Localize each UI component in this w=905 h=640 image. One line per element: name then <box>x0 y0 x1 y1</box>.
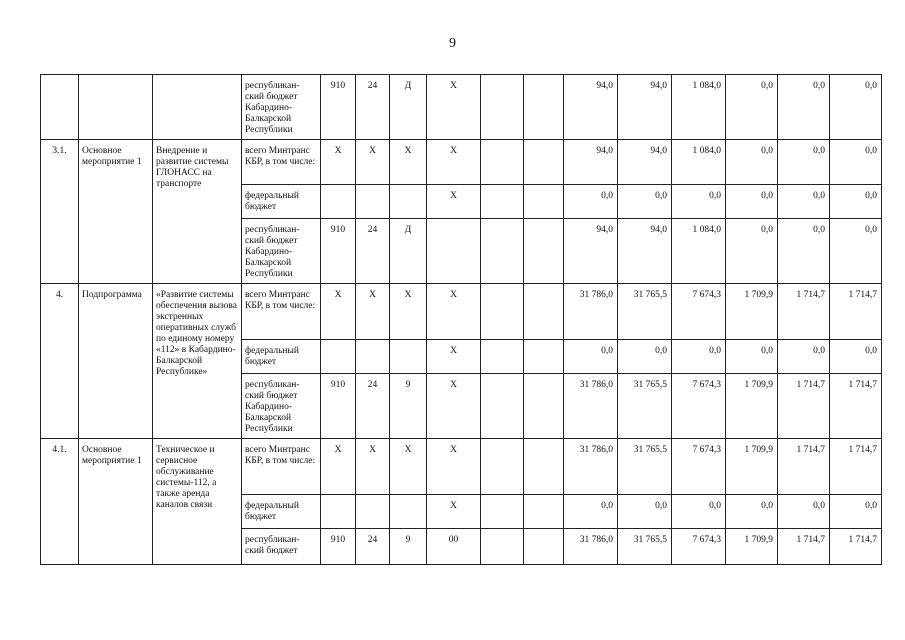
cell-value-4: 1 709,9 <box>726 439 778 495</box>
cell-value-6: 1 714,7 <box>830 284 882 340</box>
cell-extra <box>524 140 564 185</box>
cell-number <box>41 75 79 140</box>
cell-pr: 9 <box>390 529 427 565</box>
cell-grbs <box>321 185 356 219</box>
cell-value-3: 0,0 <box>672 495 726 529</box>
cell-funding-source: федеральный бюджет <box>242 185 321 219</box>
cell-value-4: 0,0 <box>726 185 778 219</box>
cell-extra <box>524 75 564 140</box>
cell-value-4: 0,0 <box>726 140 778 185</box>
table-row <box>41 140 882 185</box>
cell-pr: Д <box>390 75 427 140</box>
cell-number: 3.1. <box>41 140 79 284</box>
table-row <box>41 284 882 340</box>
cell-value-1: 31 786,0 <box>564 374 618 439</box>
cell-status: Подпрограмма <box>79 284 153 439</box>
cell-value-2: 31 765,5 <box>618 529 672 565</box>
cell-extra <box>524 284 564 340</box>
cell-value-4: 0,0 <box>726 340 778 374</box>
cell-pr: 9 <box>390 374 427 439</box>
cell-extra <box>524 529 564 565</box>
cell-csr: Х <box>427 75 481 140</box>
cell-value-3: 1 084,0 <box>672 75 726 140</box>
cell-funding-source: федеральный бюджет <box>242 340 321 374</box>
cell-csr: Х <box>427 185 481 219</box>
table-row <box>41 439 882 495</box>
cell-value-3: 0,0 <box>672 185 726 219</box>
cell-value-6: 0,0 <box>830 495 882 529</box>
cell-csr: Х <box>427 439 481 495</box>
cell-value-1: 94,0 <box>564 75 618 140</box>
cell-pr: Х <box>390 284 427 340</box>
cell-value-2: 31 765,5 <box>618 284 672 340</box>
cell-value-4: 0,0 <box>726 75 778 140</box>
cell-vr <box>481 185 524 219</box>
cell-value-6: 0,0 <box>830 185 882 219</box>
cell-value-2: 31 765,5 <box>618 374 672 439</box>
cell-rz <box>356 340 390 374</box>
cell-extra <box>524 219 564 284</box>
cell-value-2: 94,0 <box>618 140 672 185</box>
cell-value-3: 1 084,0 <box>672 140 726 185</box>
cell-title: «Развитие системы обеспечения вызова экстренных оперативных служб по единому номеру «112» в Кабардино-Балкарской Республике» <box>153 284 242 439</box>
cell-value-4: 1 709,9 <box>726 374 778 439</box>
cell-rz: Х <box>356 439 390 495</box>
cell-value-6: 0,0 <box>830 140 882 185</box>
table-body <box>41 75 882 565</box>
cell-vr <box>481 140 524 185</box>
cell-value-4: 1 709,9 <box>726 529 778 565</box>
cell-extra <box>524 340 564 374</box>
page-number: 9 <box>449 36 456 51</box>
cell-value-4: 0,0 <box>726 495 778 529</box>
cell-value-6: 1 714,7 <box>830 374 882 439</box>
cell-rz <box>356 185 390 219</box>
cell-csr: Х <box>427 284 481 340</box>
cell-value-1: 0,0 <box>564 185 618 219</box>
cell-value-1: 0,0 <box>564 495 618 529</box>
cell-vr <box>481 439 524 495</box>
cell-extra <box>524 495 564 529</box>
cell-value-1: 31 786,0 <box>564 439 618 495</box>
cell-title: Техническое и сервисное обслуживание системы-112, а также аренда каналов связи <box>153 439 242 565</box>
cell-vr <box>481 340 524 374</box>
cell-rz <box>356 495 390 529</box>
cell-value-5: 0,0 <box>778 75 830 140</box>
cell-value-3: 7 674,3 <box>672 284 726 340</box>
cell-value-3: 7 674,3 <box>672 374 726 439</box>
cell-value-1: 31 786,0 <box>564 284 618 340</box>
cell-csr: Х <box>427 140 481 185</box>
cell-funding-source: республикан-ский бюджет Кабардино-Балкарской Республики <box>242 219 321 284</box>
cell-title <box>153 75 242 140</box>
cell-extra <box>524 439 564 495</box>
cell-status: Основное мероприятие 1 <box>79 140 153 284</box>
cell-funding-source: всего Минтранс КБР, в том числе: <box>242 284 321 340</box>
cell-value-2: 0,0 <box>618 495 672 529</box>
cell-funding-source: республикан-ский бюджет Кабардино-Балкарской Республики <box>242 75 321 140</box>
cell-grbs: 910 <box>321 219 356 284</box>
cell-value-5: 1 714,7 <box>778 374 830 439</box>
cell-grbs: 910 <box>321 75 356 140</box>
cell-value-3: 7 674,3 <box>672 529 726 565</box>
cell-rz: 24 <box>356 75 390 140</box>
cell-vr <box>481 374 524 439</box>
cell-value-1: 0,0 <box>564 340 618 374</box>
cell-value-1: 31 786,0 <box>564 529 618 565</box>
cell-vr <box>481 219 524 284</box>
cell-value-1: 94,0 <box>564 140 618 185</box>
cell-csr: Х <box>427 340 481 374</box>
cell-number: 4. <box>41 284 79 439</box>
cell-grbs: Х <box>321 439 356 495</box>
cell-funding-source: республикан-ский бюджет <box>242 529 321 565</box>
cell-value-3: 0,0 <box>672 340 726 374</box>
cell-value-1: 94,0 <box>564 219 618 284</box>
cell-grbs: 910 <box>321 374 356 439</box>
cell-rz: 24 <box>356 374 390 439</box>
cell-grbs: Х <box>321 284 356 340</box>
cell-value-5: 0,0 <box>778 495 830 529</box>
cell-vr <box>481 529 524 565</box>
cell-grbs <box>321 340 356 374</box>
cell-value-5: 1 714,7 <box>778 529 830 565</box>
cell-value-2: 0,0 <box>618 185 672 219</box>
cell-pr: Д <box>390 219 427 284</box>
cell-pr: Х <box>390 439 427 495</box>
cell-value-3: 7 674,3 <box>672 439 726 495</box>
table-row <box>41 75 882 140</box>
cell-value-6: 1 714,7 <box>830 439 882 495</box>
cell-value-6: 0,0 <box>830 340 882 374</box>
cell-value-5: 0,0 <box>778 340 830 374</box>
cell-vr <box>481 284 524 340</box>
cell-csr: Х <box>427 495 481 529</box>
cell-grbs: Х <box>321 140 356 185</box>
cell-value-4: 1 709,9 <box>726 284 778 340</box>
cell-value-3: 1 084,0 <box>672 219 726 284</box>
cell-extra <box>524 374 564 439</box>
cell-pr <box>390 495 427 529</box>
cell-value-5: 1 714,7 <box>778 439 830 495</box>
cell-csr: Х <box>427 374 481 439</box>
cell-status <box>79 75 153 140</box>
cell-number: 4.1. <box>41 439 79 565</box>
cell-rz: 24 <box>356 529 390 565</box>
cell-funding-source: всего Минтранс КБР, в том числе: <box>242 439 321 495</box>
cell-rz: 24 <box>356 219 390 284</box>
cell-title: Внедрение и развитие системы ГЛОНАСС на транспорте <box>153 140 242 284</box>
cell-rz: Х <box>356 284 390 340</box>
cell-funding-source: всего Минтранс КБР, в том числе: <box>242 140 321 185</box>
cell-value-4: 0,0 <box>726 219 778 284</box>
cell-grbs <box>321 495 356 529</box>
cell-value-5: 0,0 <box>778 185 830 219</box>
cell-csr: 00 <box>427 529 481 565</box>
cell-extra <box>524 185 564 219</box>
cell-status: Основное мероприятие 1 <box>79 439 153 565</box>
cell-value-5: 1 714,7 <box>778 284 830 340</box>
cell-funding-source: федеральный бюджет <box>242 495 321 529</box>
cell-value-6: 0,0 <box>830 75 882 140</box>
cell-value-2: 31 765,5 <box>618 439 672 495</box>
cell-pr <box>390 340 427 374</box>
cell-pr <box>390 185 427 219</box>
cell-grbs: 910 <box>321 529 356 565</box>
cell-value-6: 1 714,7 <box>830 529 882 565</box>
cell-value-2: 94,0 <box>618 219 672 284</box>
cell-csr <box>427 219 481 284</box>
cell-funding-source: республикан-ский бюджет Кабардино-Балкарской Республики <box>242 374 321 439</box>
budget-table <box>40 74 882 565</box>
cell-vr <box>481 75 524 140</box>
cell-pr: Х <box>390 140 427 185</box>
cell-value-2: 94,0 <box>618 75 672 140</box>
cell-vr <box>481 495 524 529</box>
cell-value-6: 0,0 <box>830 219 882 284</box>
cell-value-5: 0,0 <box>778 140 830 185</box>
cell-rz: Х <box>356 140 390 185</box>
cell-value-2: 0,0 <box>618 340 672 374</box>
cell-value-5: 0,0 <box>778 219 830 284</box>
